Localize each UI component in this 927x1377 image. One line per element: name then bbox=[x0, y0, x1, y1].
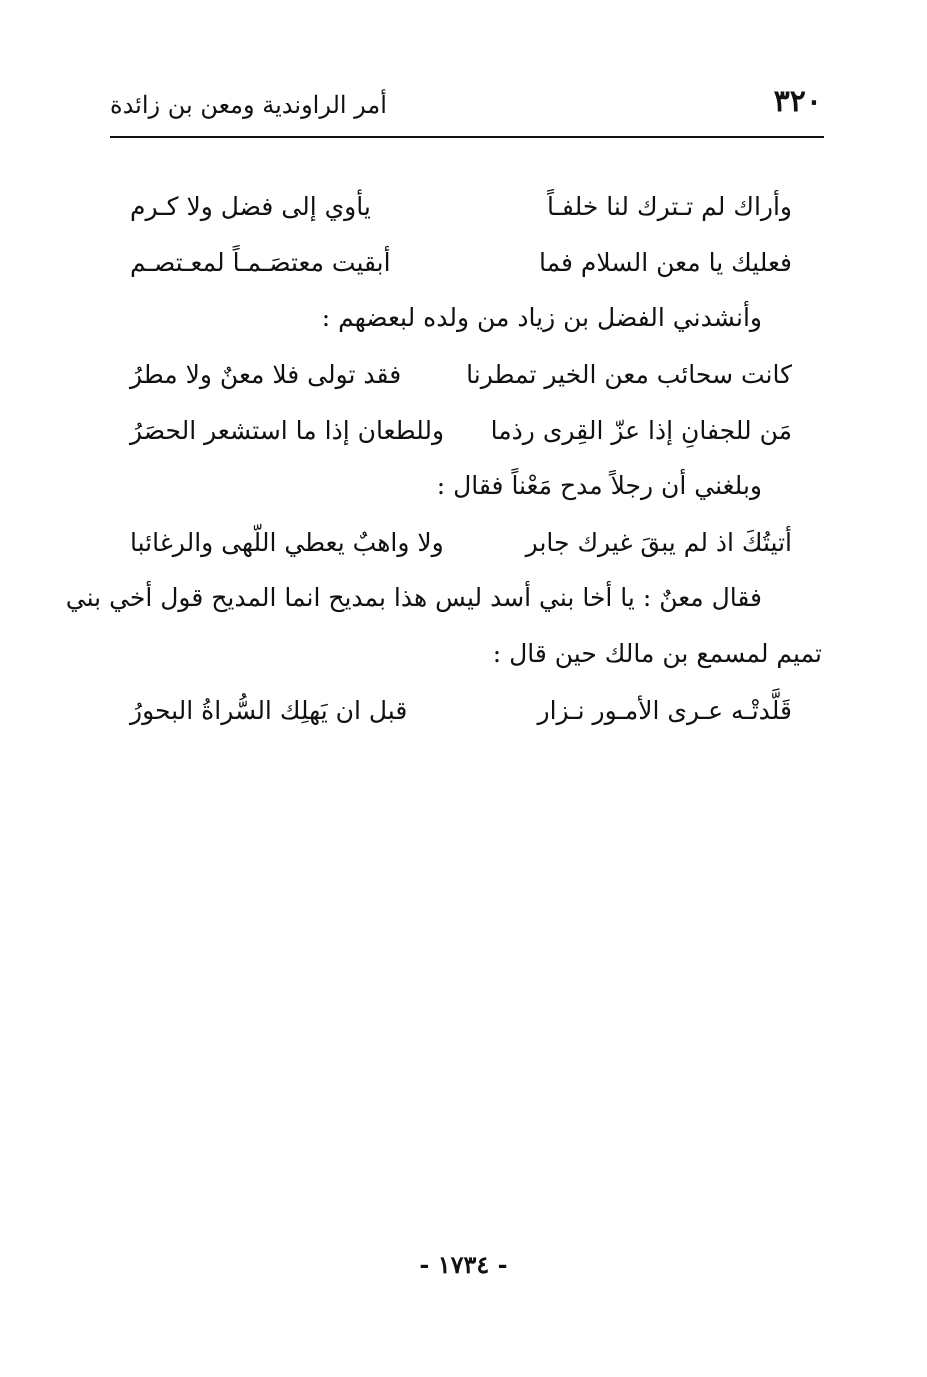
page-header bbox=[110, 82, 822, 132]
verse-second-hemistich: فقد تولى فلا معنٌ ولا مطرُ bbox=[130, 359, 402, 389]
prose-line: فقال معنٌ : يا أخا بني أسد ليس هذا بمديح انما المديح قول أخي بني bbox=[65, 583, 762, 612]
prose-line: وبلغني أن رجلاً مدح مَعْناً فقال : bbox=[436, 471, 762, 500]
verse-first-hemistich: وأراك لم تـترك لنا خلفـاً bbox=[546, 191, 792, 221]
running-title: أمر الراوندية ومعن بن زائدة bbox=[110, 91, 387, 119]
verse-second-hemistich: قبل ان يَهلِك السُّراةُ البحورُ bbox=[130, 695, 408, 725]
page-footer-number: - ١٧٣٤ - bbox=[419, 1250, 508, 1279]
verse-first-hemistich: مَن للجفانِ إذا عزّ القِرى رذما bbox=[490, 415, 792, 445]
verse-line bbox=[100, 682, 822, 738]
verse-first-hemistich: قَلَّدتْـه عـرى الأمـور نـزار bbox=[537, 695, 792, 725]
prose-line: تميم لمسمع بن مالك حين قال : bbox=[492, 639, 822, 668]
verse-second-hemistich: أبقيت معتصَـمـاً لمعـتصـم bbox=[130, 247, 391, 277]
body-text bbox=[65, 178, 822, 738]
verse-second-hemistich: وللطعان إذا ما استشعر الحصَرُ bbox=[130, 415, 445, 445]
verse-first-hemistich: أتيتُكَ اذ لم يبقَ غيرك جابر bbox=[525, 527, 792, 557]
verse-second-hemistich: ولا واهبٌ يعطي اللّهى والرغائبا bbox=[130, 527, 444, 557]
verse-second-hemistich: يأوي إلى فضل ولا كـرم bbox=[130, 191, 371, 221]
verse-first-hemistich: فعليك يا معن السلام فما bbox=[538, 247, 792, 277]
header-rule bbox=[110, 136, 824, 138]
verse-line bbox=[100, 178, 822, 234]
verse-line bbox=[100, 234, 822, 290]
verse-first-hemistich: كانت سحائب معن الخير تمطرنا bbox=[466, 359, 792, 389]
verse-line bbox=[100, 346, 822, 402]
verse-line bbox=[100, 514, 822, 570]
prose-line: وأنشدني الفضل بن زياد من ولده لبعضهم : bbox=[321, 303, 762, 332]
page-number: ٣٢٠ bbox=[773, 84, 822, 119]
verse-line bbox=[100, 402, 822, 458]
